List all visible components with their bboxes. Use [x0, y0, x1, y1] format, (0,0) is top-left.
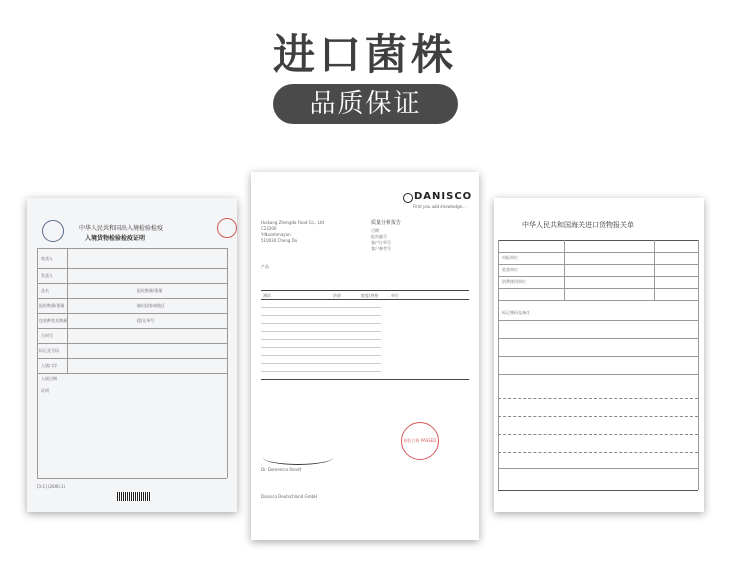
barcode — [117, 492, 151, 501]
danisco-brand: DANISCO — [414, 191, 473, 202]
cert-row-label: 标记及号码 — [39, 348, 59, 353]
report-field: 报告编号 — [371, 234, 387, 239]
subtitle-badge: 品质保证 — [273, 84, 458, 124]
cert-right-label: 报检数量/重量 — [137, 288, 163, 293]
report-field: 日期 — [371, 228, 379, 233]
danisco-tagline: First you add knowledge... — [413, 204, 466, 209]
address-line: Huikang Zhengda Food Co., Ltd — [261, 220, 324, 225]
cert-row-label: 品名 — [41, 288, 49, 293]
cert-row-label: 合同号 — [41, 333, 53, 338]
report-title: 质量分析报告 — [371, 220, 402, 226]
emblem-icon — [42, 220, 64, 242]
seal-stamp — [217, 218, 237, 238]
address-line: 510030 Cheng Du — [261, 238, 298, 243]
customs-title: 中华人民共和国海关进口货物报关单 — [522, 221, 634, 229]
table-header: 结果 — [333, 293, 341, 298]
report-field: 客户订单号 — [371, 240, 391, 245]
cert-title-line2: 入境货物检验检疫证明 — [85, 235, 146, 242]
customs-row-label: 收货单位 — [502, 267, 518, 272]
customs-row-label: 申报单位 — [502, 255, 518, 260]
cert-right-label: 输出国家或地区 — [137, 303, 165, 308]
cert-row-label: 包装种类及数量 — [39, 318, 67, 323]
cert-row-label: 入境口岸 — [41, 363, 57, 368]
signer-name: Dr. Domenico Randt — [261, 467, 302, 472]
cert-right-label: 提/运单号 — [137, 318, 155, 323]
table-header: 限度/规格 — [361, 293, 379, 298]
table-header: 测试 — [263, 293, 271, 298]
cert-row-label: 报检数量/重量 — [39, 303, 65, 308]
danisco-logo-icon — [403, 193, 413, 203]
danisco-report — [251, 172, 479, 540]
table-header: 单位 — [391, 293, 399, 298]
cert-row-label: 入境日期 — [41, 376, 57, 381]
customs-section-label: 标记唛码及备注 — [502, 310, 530, 315]
address-line: Y-Nasehmayan — [261, 232, 291, 237]
signature — [263, 450, 333, 465]
cert-section-label: 证明 — [41, 388, 49, 393]
cert-title-line1: 中华人民共和国出入境检验检疫 — [79, 225, 164, 232]
report-field: 客户参考号 — [371, 246, 391, 251]
customs-declaration — [494, 198, 704, 512]
cert-row-label: 收货人 — [41, 256, 53, 261]
cert-row-label: 发货人 — [41, 273, 53, 278]
customs-row-label: 消费使用单位 — [502, 279, 526, 284]
product-label: 产品 — [261, 264, 269, 269]
address-line: C22200 — [261, 226, 277, 231]
cert-footer: [3-1] (2000.1) — [37, 484, 66, 489]
page-title: 进口菌株 — [272, 30, 457, 79]
passed-stamp: 检验合格 PASSED — [401, 422, 439, 460]
inspection-certificate — [27, 198, 237, 512]
company-footer: Danisco Deutschland GmbH — [261, 494, 318, 499]
